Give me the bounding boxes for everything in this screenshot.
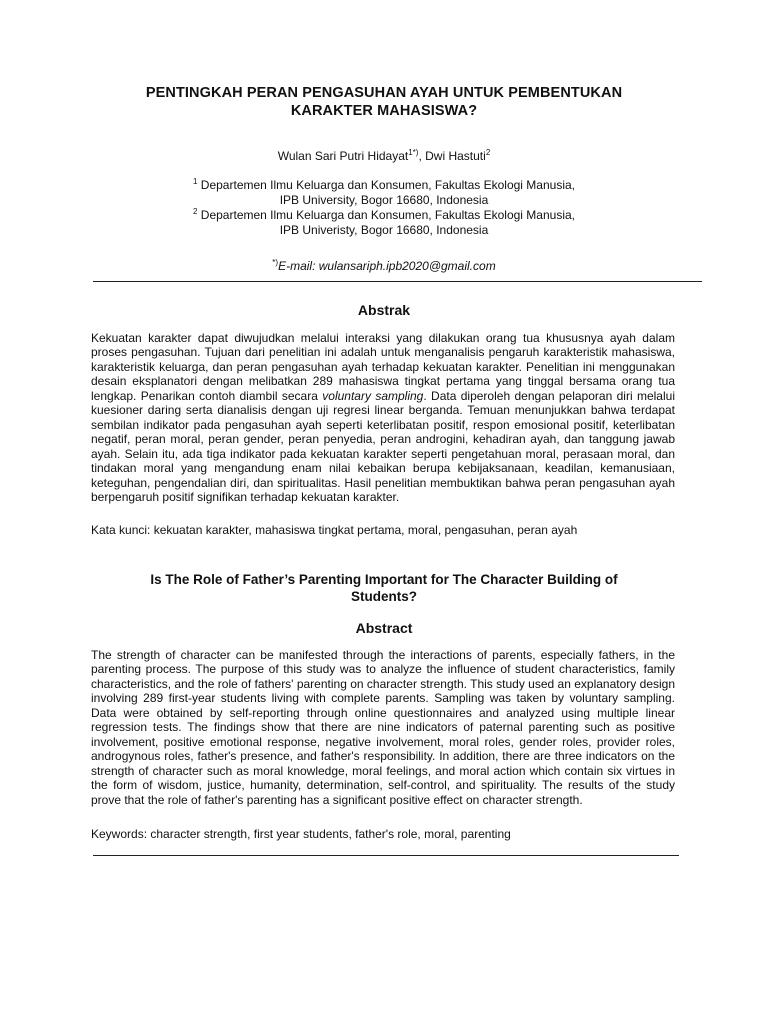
affiliation-line: IPB Univeristy, Bogor 16680, Indonesia — [279, 223, 489, 237]
author-list — [90, 148, 678, 164]
keywords: Keywords: character strength, first year students, father's role, moral, parenting — [91, 827, 511, 841]
affiliation-text: Departemen Ilmu Keluarga dan Konsumen, Fakultas Ekologi Manusia, — [200, 208, 575, 222]
author-affiliation-marker: 1*) — [408, 148, 419, 157]
corresponding-email — [90, 259, 678, 274]
affiliation-marker: 1 — [193, 177, 198, 186]
header-divider — [93, 281, 702, 282]
affiliation-line: IPB University, Bogor 16680, Indonesia — [279, 193, 489, 207]
paper-title-line-2: KARAKTER MAHASISWA? — [290, 103, 478, 119]
abstrak-heading: Abstrak — [357, 302, 411, 318]
kata-kunci: Kata kunci: kekuatan karakter, mahasiswa tingkat pertama, moral, pengasuhan, peran ayah — [91, 523, 578, 537]
corresponding-marker: *) — [272, 258, 279, 267]
abstrak-text: Kekuatan karakter dapat diwujudkan melalui interaksi yang dilakukan orang tua khususnya ayah dalam proses pengasuhan. Tujuan dari penelitian ini adalah untuk menganalisis pengaruh karakteristik mahasiswa, karakteristik keluarga, dan peran pengasuhan ayah terhadap kekuatan karakter. Penelitian ini menggunakan desain eksplanatori dengan melibatkan 289 mahasiswa tingkat pertama yang tinggal bersama orang tua lengkap. Penarikan contoh diambil secara — [91, 331, 675, 403]
abstrak-italic-term: voluntary sampling — [322, 388, 424, 403]
english-title-line-2: Students? — [351, 589, 417, 604]
affiliation-line — [90, 178, 678, 193]
abstract-heading: Abstract — [355, 620, 413, 636]
author-name: Wulan Sari Putri Hidayat — [277, 149, 409, 163]
author-name: Dwi Hastuti — [425, 149, 486, 163]
paper-title — [90, 84, 678, 120]
affiliation-line — [90, 208, 678, 223]
abstract-paragraph: The strength of character can be manifested through the interactions of parents, especially fathers, in the parenting process. The purpose of this study was to analyze the influence of student characteristics, family characteristics, and the role of fathers' parenting on character strength. This study used an explanatory design involving 289 first-year students living with complete parents. Sampling was taken by voluntary sampling. Data were obtained by self-reporting through online questionnaires and analyzed using multiple linear regression tests. The findings show that there are nine indicators of paternal parenting such as positive involvement, positive emotional response, negative involvement, moral roles, gender roles, provider roles, androgynous roles, father's presence, and father's responsibility. In addition, there are three indicators on the strength of character such as moral knowledge, moral feelings, and moral action which contain six virtues in the form of wisdom, justice, humanity, determination, self-control, and spirituality. The results of the study prove that the role of father's parenting has a significant positive effect on character strength. — [91, 648, 675, 807]
abstrak-text: . Data diperoleh dengan pelaporan diri melalui kuesioner daring serta dianalisis dengan uji regresi linear berganda. Temuan menunjukkan bahwa terdapat sembilan indikator pada pengasuhan ayah seperti keterlibatan positif, respon emosional positif, keterlibatan negatif, peran moral, peran gender, peran penyedia, peran androgini, kehadiran ayah, dan tanggung jawab ayah. Selain itu, ada tiga indikator pada kekuatan karakter seperti pengetahuan moral, perasaan moral, dan tindakan moral yang mengandung enam nilai kebaikan berupa kebijaksanaan, keadilan, kemanusiaan, keteguhan, pengendalian diri, dan spiritualitas. Hasil penelitian membuktikan bahwa peran pengasuhan ayah berpengaruh positif signifikan terhadap kekuatan karakter. — [91, 388, 675, 504]
english-title-line-1: Is The Role of Father’s Parenting Important for The Character Building of — [150, 572, 618, 587]
abstrak-paragraph — [91, 331, 675, 504]
affiliation-list — [90, 178, 678, 238]
affiliation-text: Departemen Ilmu Keluarga dan Konsumen, Fakultas Ekologi Manusia, — [200, 178, 575, 192]
author-affiliation-marker: 2 — [485, 148, 491, 157]
author-separator: , — [418, 149, 426, 163]
english-title — [90, 571, 678, 605]
footer-divider — [93, 855, 679, 856]
paper-title-line-1: PENTINGKAH PERAN PENGASUHAN AYAH UNTUK PEMBENTUKAN — [145, 85, 623, 101]
affiliation-marker: 2 — [193, 207, 198, 216]
email-text[interactable]: E-mail: wulansariph.ipb2020@gmail.com — [278, 259, 496, 273]
